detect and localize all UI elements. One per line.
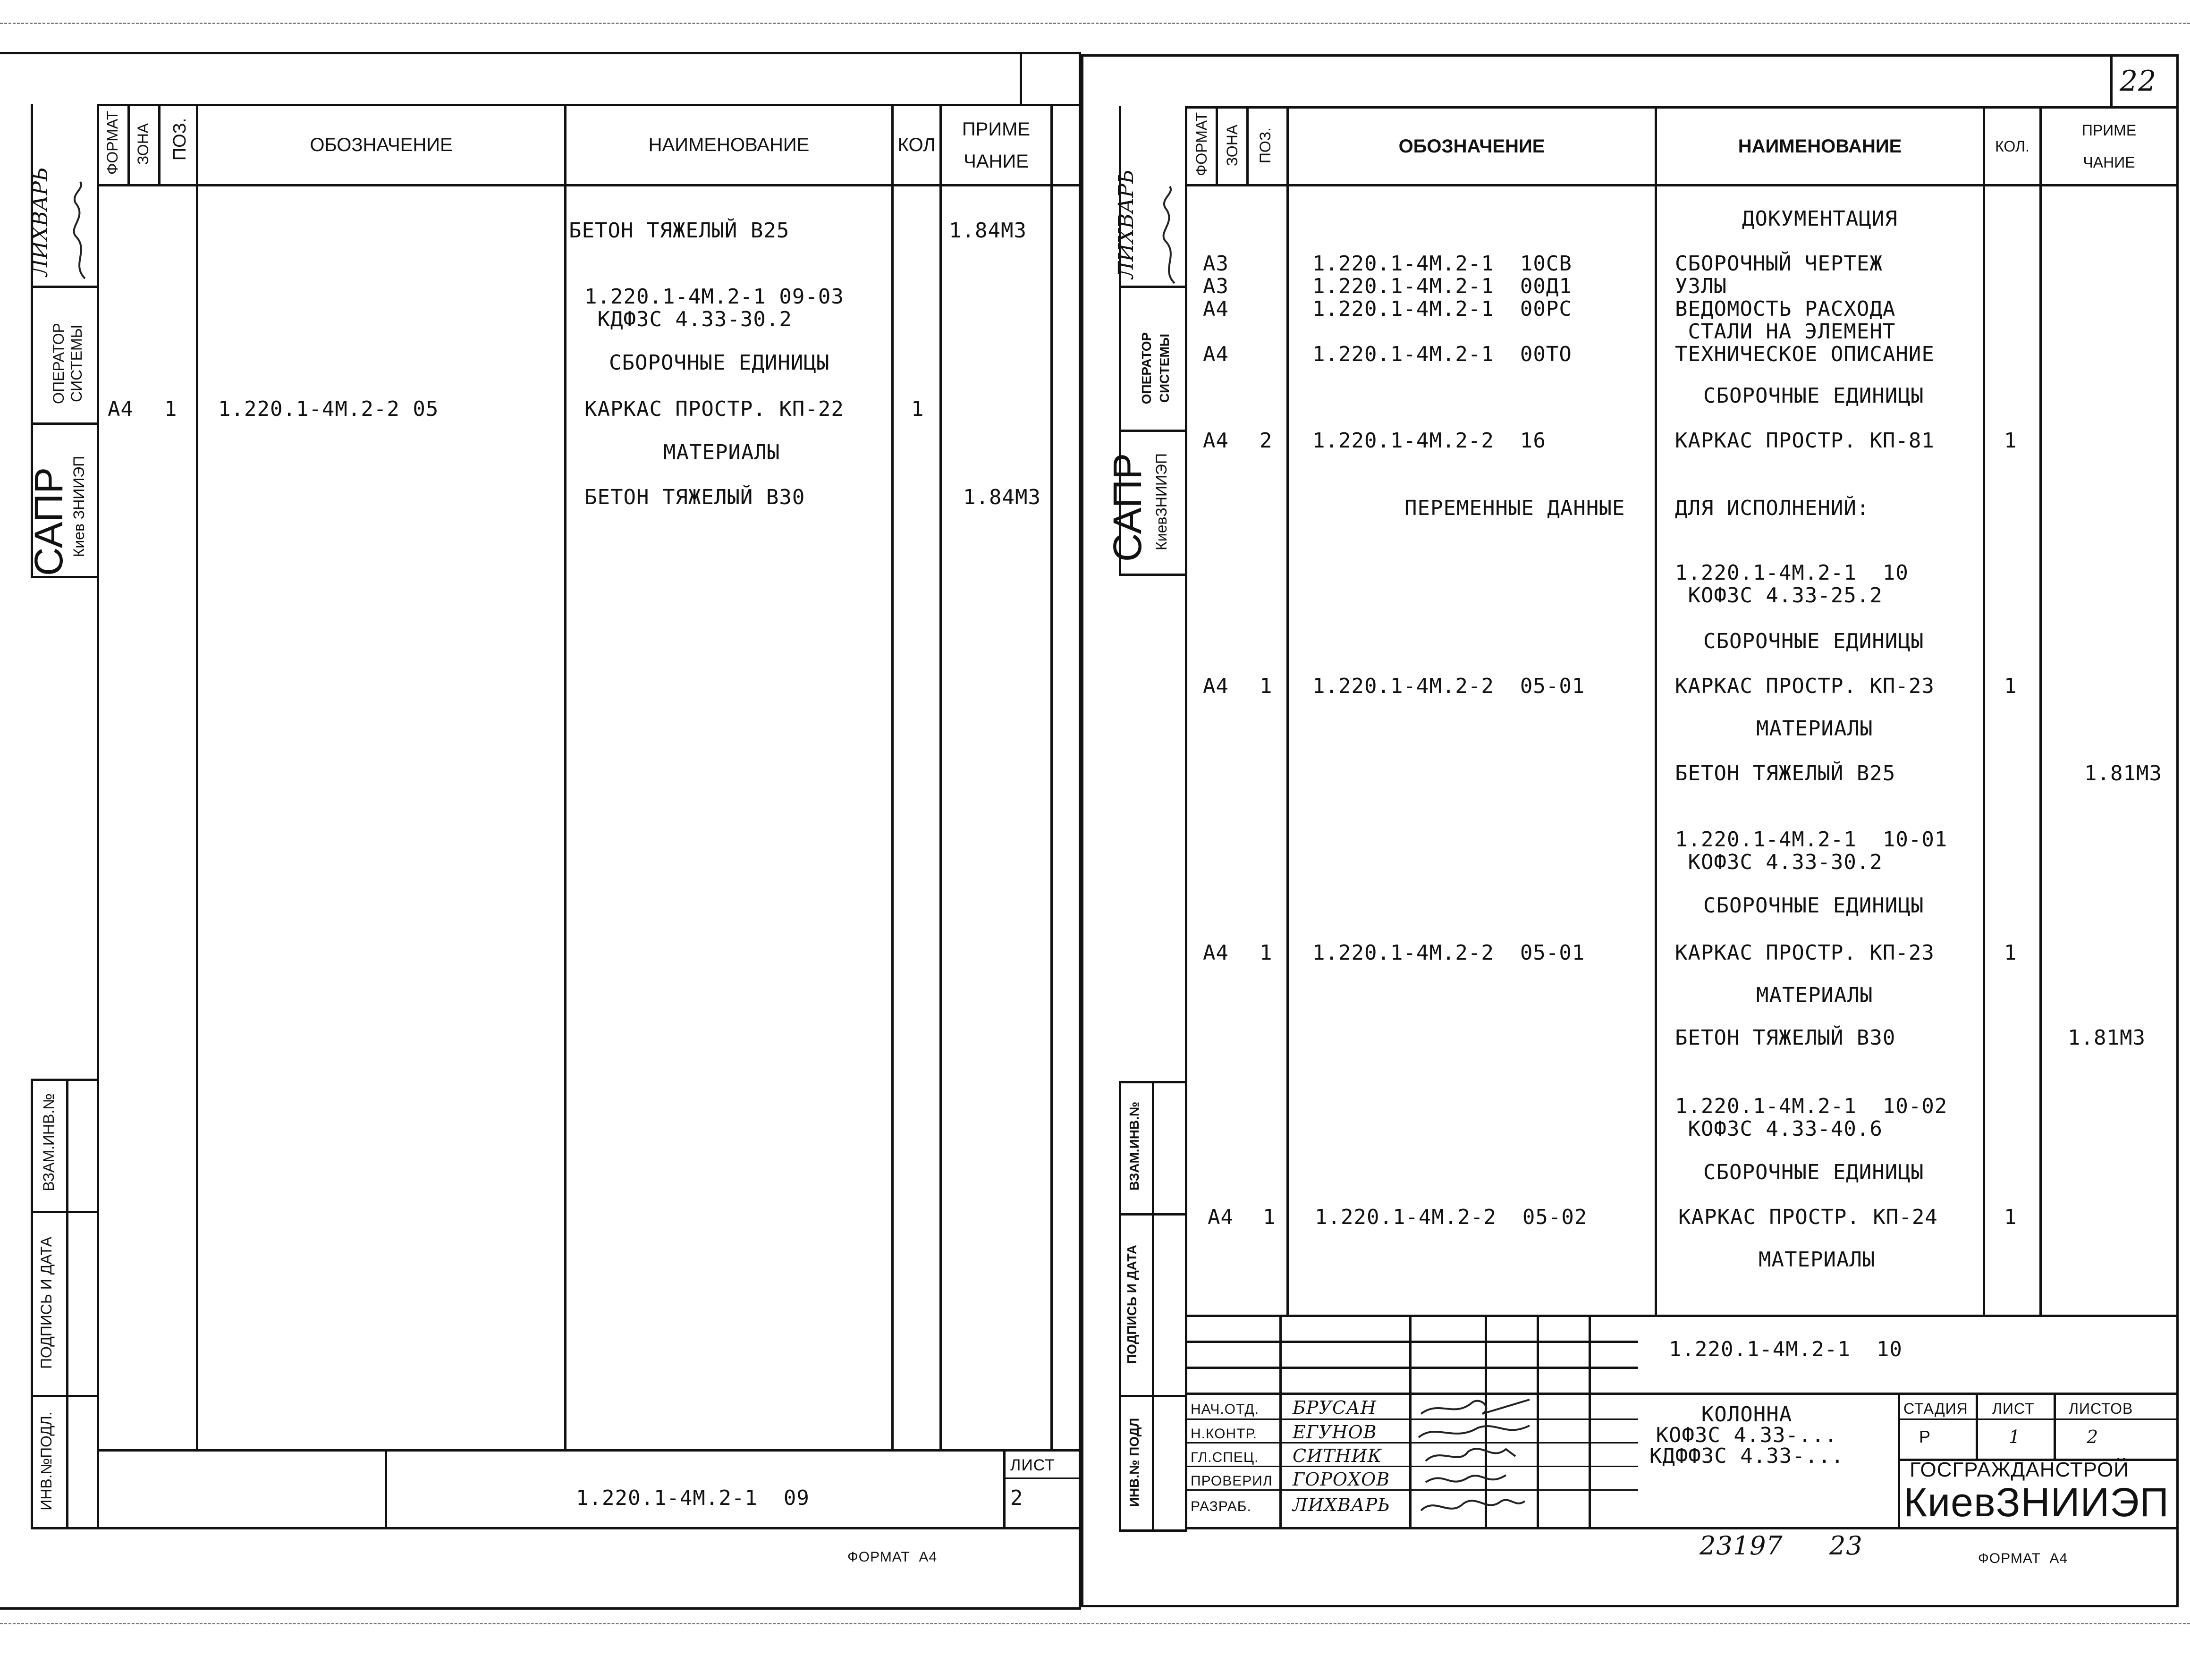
r-row6: МАТЕРИАЛЫ [1756, 717, 1873, 741]
r-format-label: ФОРМАТ А4 [1978, 1551, 2068, 1566]
r-row0: СБОРОЧНЫЕ ЕДИНИЦЫ [1703, 384, 1924, 408]
r-row10-format: А4 [1203, 941, 1229, 965]
header-designation: ОБОЗНАЧЕНИЕ [310, 135, 453, 155]
bottom-number-b: 23 [1829, 1531, 1863, 1561]
right-sheet [1081, 0, 2190, 1614]
r-row15-name: КАРКАС ПРОСТР. КП-24 [1678, 1205, 1938, 1229]
tb-sheets: 2 [2087, 1427, 2099, 1447]
r-row1-pos: 2 [1260, 429, 1273, 453]
operator-signature [66, 179, 94, 283]
r-header-note-line1: ПРИМЕ [2081, 122, 2137, 139]
tb-name-2: СИТНИК [1293, 1445, 1382, 1466]
left-row-variant: 1.220.1-4М.2-1 09-03 КДФЗС 4.33-30.2 [584, 285, 844, 331]
tb-role-4: РАЗРАБ. [1191, 1499, 1251, 1514]
left-row-format: А4 [108, 397, 134, 421]
r-doc0-designation: 1.220.1-4М.2-1 10СВ [1312, 252, 1572, 276]
r-doc3-format: А4 [1203, 342, 1229, 366]
left-row-frame: КАРКАС ПРОСТР. КП-22 [584, 397, 844, 421]
left-row-pos: 1 [164, 397, 178, 421]
r-doc0-name: СБОРОЧНЫЙ ЧЕРТЕЖ [1675, 252, 1883, 276]
bottom-number-a: 23197 [1700, 1531, 1783, 1561]
left-row-designation: 1.220.1-4М.2-2 05 [218, 397, 439, 421]
r-doc1-format: А3 [1203, 274, 1229, 298]
r-row8: 1.220.1-4М.2-1 10-01 КОФЗС 4.33-30.2 [1675, 827, 1948, 874]
r-row15-pos: 1 [1263, 1205, 1276, 1229]
tb-stage-label: СТАДИЯ [1903, 1400, 1968, 1417]
r-row4: СБОРОЧНЫЕ ЕДИНИЦЫ [1703, 629, 1924, 653]
r-row5-designation: 1.220.1-4М.2-2 05-01 [1312, 674, 1585, 698]
header-note [942, 106, 1050, 184]
sapr-org: Киев ЗНИИЭП [70, 456, 87, 557]
r-doc2-name: ВЕДОМОСТЬ РАСХОДА СТАЛИ НА ЭЛЕМЕНТ [1675, 297, 1896, 344]
replaced-inv-label: ВЗАМ.ИНВ.№ [40, 1093, 57, 1191]
r-row10-qty: 1 [2004, 941, 2017, 965]
r-row2-designation: ПЕРЕМЕННЫЕ ДАННЫЕ [1404, 496, 1625, 520]
r-row14: СБОРОЧНЫЕ ЕДИНИЦЫ [1703, 1160, 1924, 1184]
r-row12-name: БЕТОН ТЯЖЕЛЫЙ В30 [1675, 1026, 1896, 1050]
left-row-concrete-b30-note: 1.84МЗ [963, 485, 1041, 509]
tb-org1: ГОСГРАЖДАНСТРОЙ [1910, 1458, 2129, 1481]
left-row-materials: МАТЕРИАЛЫ [663, 440, 780, 464]
left-row-assembly-units: СБОРОЧНЫЕ ЕДИНИЦЫ [609, 351, 830, 375]
header-name: НАИМЕНОВАНИЕ [648, 135, 810, 155]
r-doc1-designation: 1.220.1-4М.2-1 00Д1 [1312, 274, 1572, 298]
r-row3: 1.220.1-4М.2-1 10 КОФЗС 4.33-25.2 [1675, 561, 1909, 608]
left-format-label: ФОРМАТ А4 [847, 1549, 938, 1565]
r-row15-qty: 1 [2004, 1205, 2017, 1229]
header-format: ФОРМАТ [104, 110, 121, 175]
tb-name-3: ГОРОХОВ [1293, 1469, 1390, 1490]
r-doc2-format: А4 [1203, 297, 1229, 321]
tb-role-3: ПРОВЕРИЛ [1191, 1473, 1273, 1489]
left-footer-sheet-label: ЛИСТ [1010, 1456, 1055, 1474]
r-row5-name: КАРКАС ПРОСТР. КП-23 [1675, 674, 1935, 698]
r-row5-pos: 1 [1260, 674, 1273, 698]
r-row1-name: КАРКАС ПРОСТР. КП-81 [1675, 429, 1935, 453]
r-operator-label: ОПЕРАТОР СИСТЕМЫ [1139, 332, 1172, 405]
header-note-line2: ЧАНИЕ [964, 151, 1029, 172]
tb-org2: КиевЗНИИЭП [1903, 1480, 2169, 1525]
tb-role-0: НАЧ.ОТД. [1191, 1401, 1259, 1417]
tb-signatures [1412, 1395, 1539, 1527]
r-row5-format: А4 [1203, 674, 1229, 698]
left-row-frame-qty: 1 [911, 397, 924, 421]
r-row5-qty: 1 [2004, 674, 2017, 698]
r-row10-name: КАРКАС ПРОСТР. КП-23 [1675, 941, 1935, 965]
r-row7-name: БЕТОН ТЯЖЕЛЫЙ В25 [1675, 761, 1896, 785]
r-header-pos: ПОЗ. [1257, 127, 1274, 164]
r-row15-designation: 1.220.1-4М.2-2 05-02 [1315, 1205, 1588, 1229]
left-footer-designation: 1.220.1-4М.2-1 09 [576, 1486, 810, 1510]
r-row10-designation: 1.220.1-4М.2-2 05-01 [1312, 941, 1585, 965]
r-row1-designation: 1.220.1-4М.2-2 16 [1312, 429, 1546, 453]
tb-role-2: ГЛ.СПЕЦ. [1191, 1450, 1259, 1465]
operator-name: ЛИХВАРЬ [28, 167, 52, 277]
header-pos: ПОЗ. [170, 118, 190, 161]
r-row15-format: А4 [1208, 1205, 1234, 1229]
tb-sheet: 1 [2009, 1427, 2021, 1447]
inv-no-label: ИНВ.№ПОДЛ. [38, 1411, 55, 1511]
r-row13: 1.220.1-4М.2-1 10-02 КОФЗС 4.33-40.6 [1675, 1094, 1948, 1141]
r-replaced-inv-label: ВЗАМ.ИНВ.№ [1127, 1101, 1142, 1191]
r-doc3-name: ТЕХНИЧЕСКОЕ ОПИСАНИЕ [1675, 342, 1935, 366]
r-sapr-org: КиевЗНИИЭП [1153, 453, 1170, 550]
r-row9: СБОРОЧНЫЕ ЕДИНИЦЫ [1703, 894, 1924, 918]
header-zone: ЗОНА [135, 123, 152, 165]
operator-label: ОПЕРАТОР СИСТЕМЫ [50, 323, 85, 404]
r-header-designation: ОБОЗНАЧЕНИЕ [1398, 135, 1545, 157]
r-inv-no-label: ИНВ.№ ПОДЛ [1127, 1418, 1142, 1507]
r-row10-pos: 1 [1260, 941, 1273, 965]
r-header-zone: ЗОНА [1224, 124, 1241, 167]
tb-name-4: ЛИХВАРЬ [1293, 1494, 1390, 1515]
r-doc2-designation: 1.220.1-4М.2-1 00РС [1312, 297, 1572, 321]
left-row-concrete-b25: БЕТОН ТЯЖЕЛЫЙ В25 [569, 219, 790, 243]
r-row16: МАТЕРИАЛЫ [1759, 1248, 1876, 1272]
header-qty: КОЛ [897, 135, 936, 155]
sign-date-label: ПОДПИСЬ И ДАТА [38, 1236, 55, 1369]
tb-name-0: БРУСАН [1293, 1397, 1377, 1418]
tb-name-1: ЕГУНОВ [1293, 1422, 1377, 1443]
r-doc1-name: УЗЛЫ [1675, 274, 1727, 298]
tb-title: КОЛОННА КОФЗС 4.33-... КДФФЗС 4.33-... [1649, 1402, 1844, 1468]
left-row-concrete-b30: БЕТОН ТЯЖЕЛЫЙ В30 [584, 485, 805, 509]
left-row-concrete-b25-note: 1.84МЗ [949, 219, 1027, 243]
r-doc3-designation: 1.220.1-4М.2-1 00ТО [1312, 342, 1572, 366]
sapr-label: САПР [26, 467, 71, 576]
r-header-note [2042, 109, 2176, 184]
scan-edge-bottom [0, 1623, 2190, 1624]
page-number: 22 [2120, 65, 2157, 98]
tb-stage: Р [1919, 1427, 1931, 1446]
r-operator-name: ЛИХВАРЬ [1114, 169, 1138, 279]
r-row1-format: А4 [1203, 429, 1229, 453]
left-sheet [0, 0, 1081, 1614]
r-documentation: ДОКУМЕНТАЦИЯ [1742, 207, 1898, 231]
r-header-format: ФОРМАТ [1193, 112, 1210, 176]
tb-sheets-label: ЛИСТОВ [2069, 1400, 2133, 1417]
r-header-qty: КОЛ. [1995, 137, 2029, 155]
r-operator-signature [1156, 184, 1184, 288]
r-row7-note: 1.81МЗ [2084, 761, 2162, 785]
r-row12-note: 1.81МЗ [2068, 1026, 2146, 1050]
r-doc0-format: А3 [1203, 252, 1229, 276]
tb-role-1: Н.КОНТР. [1191, 1426, 1258, 1442]
left-footer-sheet: 2 [1010, 1486, 1023, 1510]
tb-sheet-label: ЛИСТ [1992, 1400, 2035, 1417]
header-note-line1: ПРИМЕ [962, 118, 1031, 140]
r-sapr-label: САПР [1105, 453, 1150, 562]
r-row11: МАТЕРИАЛЫ [1756, 983, 1873, 1007]
r-sign-date-label: ПОДПИСЬ И ДАТА [1125, 1244, 1139, 1364]
r-header-note-line2: ЧАНИЕ [2083, 154, 2135, 171]
r-row2-name: ДЛЯ ИСПОЛНЕНИЙ: [1675, 496, 1870, 520]
r-header-name: НАИМЕНОВАНИЕ [1738, 135, 1902, 157]
r-row1-qty: 1 [2004, 429, 2017, 453]
tb-designation: 1.220.1-4М.2-1 10 [1669, 1337, 1903, 1361]
